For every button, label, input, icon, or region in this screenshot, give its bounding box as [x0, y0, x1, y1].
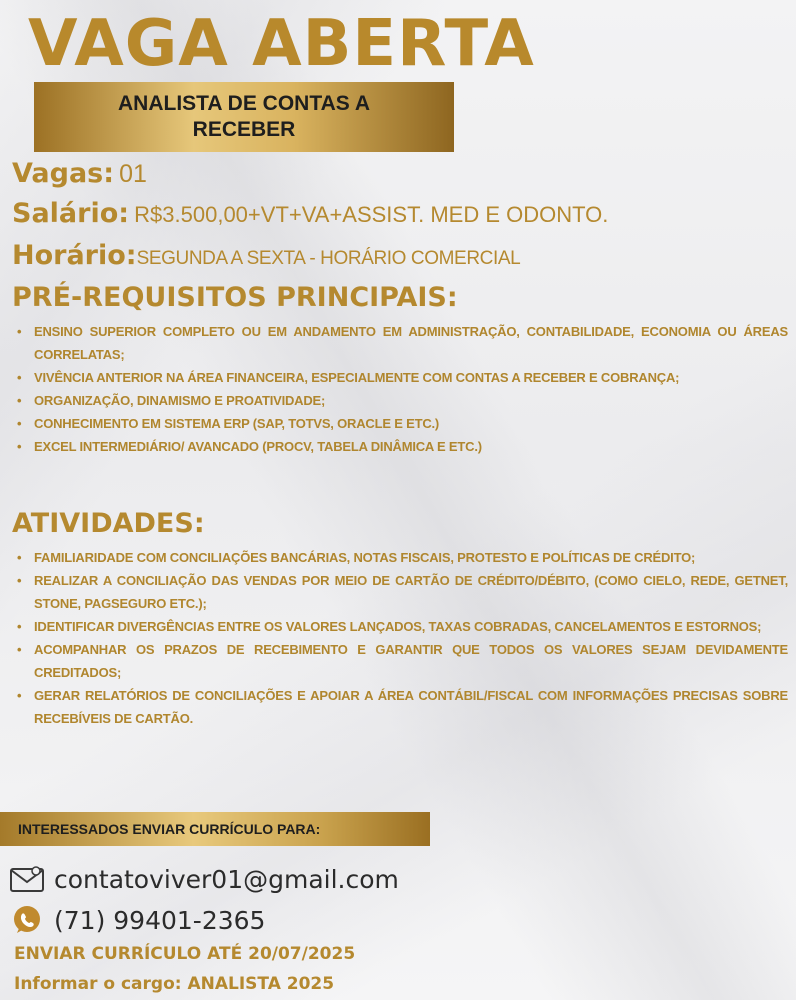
vagas-row [12, 158, 147, 189]
list-item: • ENSINO SUPERIOR COMPLETO OU EM ANDAMENTO EM ADMINISTRAÇÃO, CONTABILIDADE, ECONOMIA OU ÁREAS CORRELATAS; [14, 320, 788, 366]
requisitos-heading: PRÉ-REQUISITOS PRINCIPAIS: [12, 282, 458, 313]
list-item: • VIVÊNCIA ANTERIOR NA ÁREA FINANCEIRA, ESPECIALMENTE COM CONTAS A RECEBER E COBRANÇA; [14, 366, 788, 389]
requisitos-list [14, 320, 788, 458]
cta-text: INTERESSADOS ENVIAR CURRÍCULO PARA: [18, 821, 321, 837]
vagas-label: Vagas: [12, 158, 115, 189]
email-contact[interactable] [8, 864, 399, 894]
list-item: • REALIZAR A CONCILIAÇÃO DAS VENDAS POR MEIO DE CARTÃO DE CRÉDITO/DÉBITO, (COMO CIELO, REDE, GETNET, STONE, PAGSEGURO ETC.); [14, 569, 788, 615]
salario-value: R$3.500,00+VT+VA+ASSIST. MED E ODONTO. [134, 202, 609, 227]
phone-contact[interactable] [8, 905, 265, 935]
list-item: • CONHECIMENTO EM SISTEMA ERP (SAP, TOTVS, ORACLE E ETC.) [14, 412, 788, 435]
phone-number[interactable]: (71) 99401-2365 [54, 905, 266, 935]
list-item: • EXCEL INTERMEDIÁRIO/ AVANCADO (PROCV, TABELA DINÂMICA E ETC.) [14, 435, 788, 458]
cta-banner [0, 812, 430, 846]
list-item: • ACOMPANHAR OS PRAZOS DE RECEBIMENTO E GARANTIR QUE TODOS OS VALORES SEJAM DEVIDAMENTE CREDITADOS; [14, 638, 788, 684]
role-title-line2: RECEBER [192, 118, 296, 141]
list-item: • ORGANIZAÇÃO, DINAMISMO E PROATIVIDADE; [14, 389, 788, 412]
vagas-value: 01 [119, 160, 147, 188]
horario-row [12, 240, 520, 271]
list-item: • GERAR RELATÓRIOS DE CONCILIAÇÕES E APOIAR A ÁREA CONTÁBIL/FISCAL COM INFORMAÇÕES PRECISAS SOBRE RECEBÍVEIS DE CARTÃO. [14, 684, 788, 730]
mail-icon [8, 864, 46, 894]
list-item: • IDENTIFICAR DIVERGÊNCIAS ENTRE OS VALORES LANÇADOS, TAXAS COBRADAS, CANCELAMENTOS E ESTORNOS; [14, 615, 788, 638]
salario-row [12, 198, 608, 229]
email-link[interactable]: contatoviver01@gmail.com [54, 864, 399, 894]
horario-label: Horário: [12, 240, 137, 271]
atividades-heading: ATIVIDADES: [12, 508, 205, 539]
deadline-text: ENVIAR CURRÍCULO ATÉ 20/07/2025 [14, 944, 356, 964]
role-title-line1: ANALISTA DE CONTAS A [118, 92, 370, 115]
list-item: • FAMILIARIDADE COM CONCILIAÇÕES BANCÁRIAS, NOTAS FISCAIS, PROTESTO E POLÍTICAS DE CRÉDITO; [14, 546, 788, 569]
role-title [118, 91, 370, 143]
atividades-list [14, 546, 788, 730]
whatsapp-icon [8, 905, 46, 935]
salario-label: Salário: [12, 198, 130, 229]
horario-value: SEGUNDA A SEXTA - HORÁRIO COMERCIAL [136, 248, 521, 269]
role-banner [34, 82, 454, 152]
page-title: VAGA ABERTA [28, 7, 535, 81]
cargo-text: Informar o cargo: ANALISTA 2025 [14, 974, 335, 994]
